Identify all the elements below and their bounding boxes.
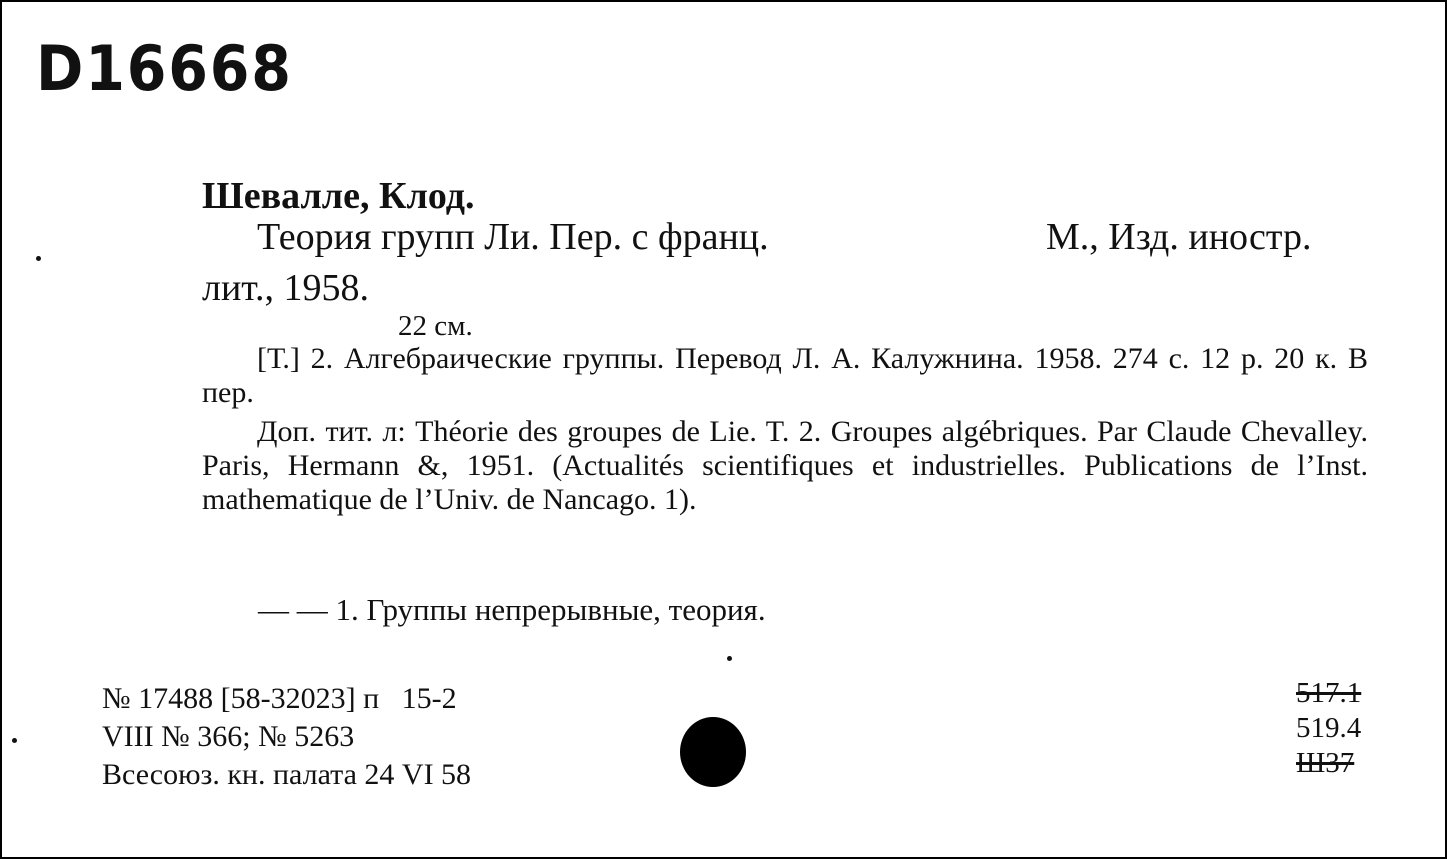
ink-speck [12,738,17,743]
publisher: М., Изд. иностр. [1046,216,1312,258]
card-hole [680,717,746,787]
author: Шевалле, Клод. [202,175,475,217]
catalog-reference: VIII № 366; № 5263 [102,720,355,753]
ink-speck [36,256,41,261]
publisher-year: лит., 1958. [202,267,370,309]
chamber-date: Всесоюз. кн. палата 24 VI 58 [102,758,472,791]
book-size: 22 см. [398,310,473,342]
ink-speck [727,656,732,661]
old-classification-code: 517.1 [1296,677,1362,709]
volume-text: [Т.] 2. Алгебраические группы. Перевод Л. А. Калужнина. 1958. 274 с. 12 р. 20 к. В пер. [202,342,1368,409]
title: Теория групп Ли. Пер. с франц. [257,216,769,258]
registration-block [102,680,471,794]
registration-number: № 17488 [58-32023] п 15-2 [102,682,457,715]
volume-note [202,342,1368,410]
subject-heading: — — 1. Группы непрерывные, теория. [258,592,766,627]
new-classification-code: 519.4 [1296,712,1362,744]
old-author-mark: Ш37 [1296,747,1355,779]
additional-title-note [202,415,1368,517]
classification-codes [1296,676,1361,781]
handwritten-id: D16668 [36,32,293,105]
additional-title-text: Доп. тит. л: Théorie des groupes de Lie. T. 2. Groupes algébriques. Par Claude Chevalley. Paris, Hermann &, 1951. (Actualités scientifiques et industrielles. Publications de l’Inst. mathematique de l’Univ. de Nancago. 1). [202,415,1368,516]
